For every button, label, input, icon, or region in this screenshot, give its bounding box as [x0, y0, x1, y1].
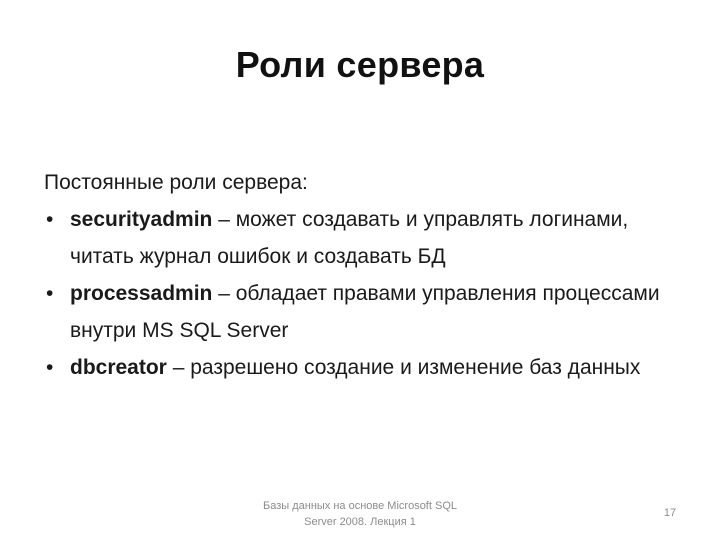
role-term: processadmin — [70, 282, 213, 305]
list-item — [44, 275, 694, 349]
intro-text: Постоянные роли сервера: — [44, 171, 308, 194]
role-term: securityadmin — [70, 208, 213, 231]
bullet-list — [44, 201, 694, 386]
page-number: 17 — [663, 507, 677, 519]
bullet-icon: • — [46, 282, 54, 305]
slide-title: Роли сервера — [235, 44, 485, 85]
role-description: – разрешено создание и изменение баз данных — [166, 356, 641, 379]
slide-body — [44, 164, 694, 386]
list-item — [44, 349, 694, 386]
bullet-icon: • — [46, 208, 54, 231]
bullet-icon: • — [46, 356, 54, 379]
role-description: – обладает правами управления процессами внутри MS SQL Server — [70, 282, 660, 342]
footer-text: Базы данных на основе Microsoft SQL Server 2008. Лекция 1 — [262, 500, 457, 528]
list-item — [44, 201, 694, 275]
role-description: – может создавать и управлять логинами, читать журнал ошибок и создавать БД — [70, 208, 629, 268]
role-term: dbcreator — [70, 356, 167, 379]
